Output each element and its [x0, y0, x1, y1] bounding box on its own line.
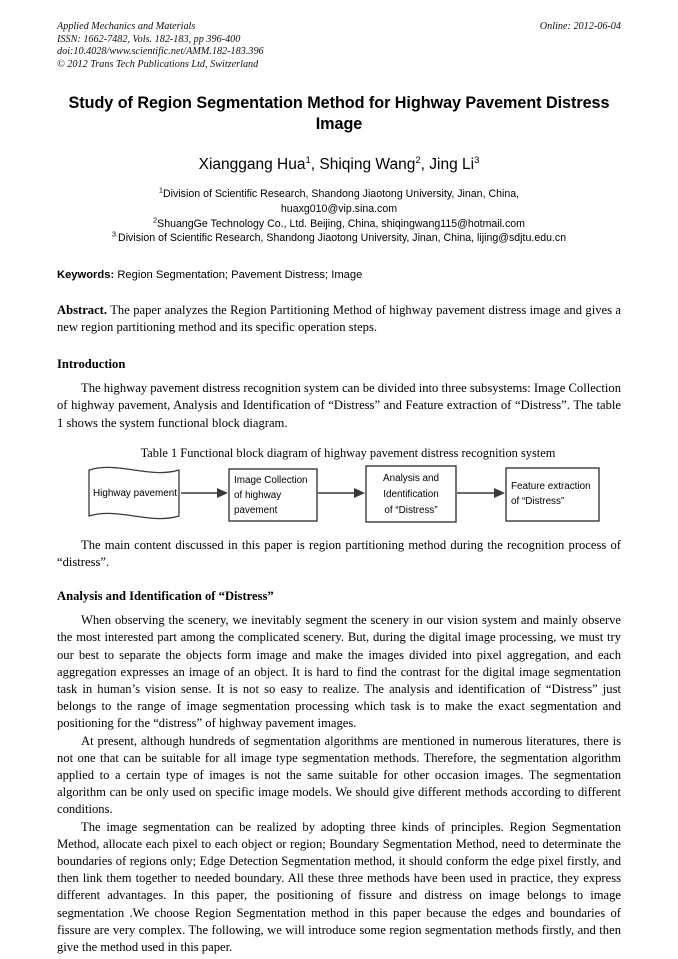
affiliation-item [57, 187, 621, 202]
author-entry [429, 156, 479, 173]
affiliation-email: huaxg010@vip.sina.com [280, 202, 398, 215]
section-heading-introduction: Introduction [57, 357, 126, 372]
diagram-arrow-3 [457, 488, 505, 498]
diagram-arrow-1 [181, 488, 228, 498]
author-affiliation-marker: 3 [474, 155, 480, 167]
diagram-node-box3 [506, 468, 599, 521]
affiliation-text: Division of Scientific Research, Shandong Jiaotong University, Jinan, China, lijing@sdjtu.edu.cn [118, 232, 567, 245]
affiliation-list [57, 187, 621, 245]
abstract-block [57, 302, 621, 336]
journal-masthead [57, 21, 621, 71]
affiliation-marker: 2 [153, 215, 158, 225]
diagram-node-box2 [366, 466, 456, 522]
diagram-arrow-2 [318, 488, 365, 498]
analysis-paragraph-2: At present, although hundreds of segmentation algorithms are mentioned in numerous literatures, there is not one that can be suitable for all image type segmentation methods. Therefore, the segmentation algorithm applied to a certain type of images is not the same suitable for other occasion images. The segmentation algorithm can be only used on specific image models. We should give different methods according to different conditions. [57, 733, 621, 817]
author-name: Jing Li [429, 156, 475, 174]
author-separator: , [420, 156, 430, 174]
diagram-node-box1 [229, 469, 317, 521]
abstract-text: The paper analyzes the Region Partitioning Method of highway pavement distress image and gives a new region partitioning method and its specific operation steps. [57, 302, 621, 334]
diagram-node-box1-line2: of highway [234, 489, 282, 501]
analysis-paragraph-1: When observing the scenery, we inevitably segment the scenery in our vision system and mainly observe the most interested part among the complicated scenery. But, during the digital image processing, we must try our best to separate the objects form image and make the images divided into pixel aggregation, and each aggregation expresses an image of an object. It is hard to find the contrast for the digital image segmentation task in human’s vision sense. It is not so easy to realize. The analysis and identification of “Distress” just belongs to the range of image segmentation processing which task is to make the exact segmentation and positioning for the “distress” of highway pavement images. [57, 613, 621, 731]
journal-name: Applied Mechanics and Materials [57, 21, 196, 32]
author-entry [319, 156, 429, 173]
affiliation-text: ShuangGe Technology Co., Ltd. Beijing, China, shiqingwang115@hotmail.com [157, 217, 525, 230]
author-separator: , [310, 156, 320, 174]
analysis-paragraph-3: The image segmentation can be realized by adopting three kinds of principles. Region Segmentation Method, allocate each pixel to each object or region; Boundary Segmentation Method, need to determinate the boundaries of regions only; Edge Detection Segmentation method, it should conform the edge pixel firstly, and then link them together to needed boundary. All these three methods have been used in practice, they express different advantages. In this paper, the positioning of fissure and distress on image belongs to image segmentation .We choose Region Segmentation method in this paper because the edges and boundaries of fissure are very complex. The following, we will introduce some region segmentation methods firstly, and then give the method used in this paper. [57, 819, 621, 955]
diagram-node-source-label: Highway pavement [93, 487, 177, 499]
diagram-node-source [89, 467, 179, 518]
figure-caption: Table 1 Functional block diagram of highway pavement distress recognition system [140, 445, 556, 460]
affiliation-text: Division of Scientific Research, Shandong Jiaotong University, Jinan, China, [163, 188, 520, 201]
online-date-label: Online: 2012-06-04 [539, 21, 621, 32]
keywords-value: Region Segmentation; Pavement Distress; Image [117, 268, 363, 281]
figure-block [57, 445, 621, 526]
author-affiliation-marker: 1 [305, 155, 311, 167]
paper-title: Study of Region Segmentation Method for Highway Pavement Distress Image [68, 94, 610, 134]
diagram-node-box1-line1: Image Collection [234, 474, 308, 486]
introduction-paragraph-1: The highway pavement distress recognition system can be divided into three subsystems: Image Collection of highway pavement, Analysis and Identification of “Distress” and Feature extraction of “Distress”. The table 1 shows the system functional block diagram. [57, 381, 621, 430]
author-name: Xianggang Hua [198, 156, 306, 174]
section-heading-analysis: Analysis and Identification of “Distress” [57, 589, 274, 604]
affiliation-marker: 1 [158, 185, 164, 195]
author-entry [199, 156, 320, 173]
introduction-paragraph-2: The main content discussed in this paper is region partitioning method during the recognition process of “distress”. [57, 537, 621, 569]
diagram-node-box2-line1: Analysis and [383, 472, 439, 484]
abstract-label: Abstract. [57, 302, 108, 317]
keywords-line [57, 268, 621, 282]
diagram-node-box2-line2: Identification [383, 488, 439, 500]
affiliation-marker: 3. [111, 229, 119, 239]
functional-block-diagram [57, 464, 621, 526]
keywords-label: Keywords: [57, 268, 115, 281]
journal-issn-line: ISSN: 1662-7482, Vols. 182-183, pp 396-400 [57, 33, 241, 45]
journal-copyright-line: © 2012 Trans Tech Publications Ltd, Switzerland [57, 58, 259, 70]
affiliation-item [57, 231, 621, 246]
author-affiliation-marker: 2 [415, 155, 421, 167]
affiliation-item [57, 202, 621, 217]
diagram-node-box3-line1: Feature extraction [511, 480, 591, 492]
affiliation-item [57, 217, 621, 232]
journal-doi-line: doi:10.4028/www.scientific.net/AMM.182-183.396 [57, 46, 264, 58]
diagram-node-box3-line2: of “Distress” [511, 495, 565, 507]
diagram-node-box2-line3: of “Distress” [384, 504, 438, 516]
page-content [57, 21, 621, 956]
author-list [57, 155, 621, 174]
author-name: Shiqing Wang [319, 156, 416, 174]
diagram-node-box1-line3: pavement [234, 504, 278, 516]
